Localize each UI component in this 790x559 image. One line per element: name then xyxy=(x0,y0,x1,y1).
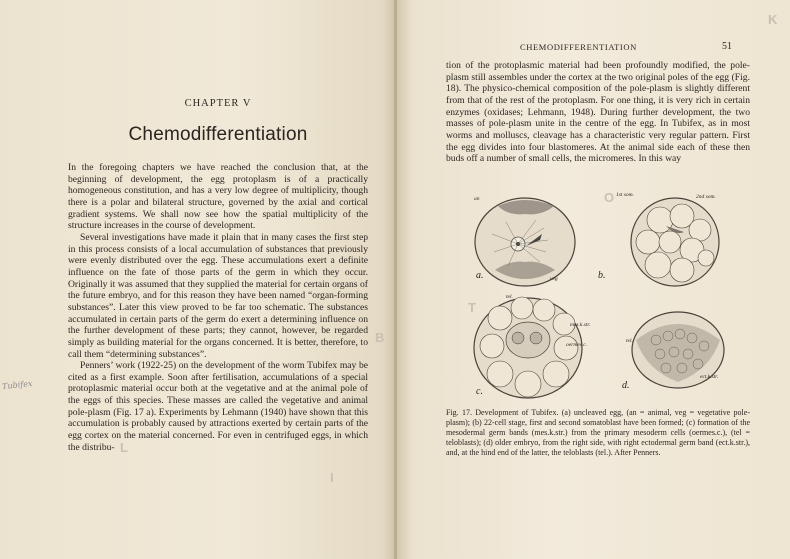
figure-label-a: a. xyxy=(476,270,484,281)
label-teloblasts-d: tel. xyxy=(626,338,633,344)
label-animal-pole: an xyxy=(474,196,480,202)
library-stamp-letter: T xyxy=(468,300,476,315)
left-body-text xyxy=(68,162,368,453)
library-stamp-letter: B xyxy=(375,330,385,345)
paragraph-1: In the foregoing chapters we have reached the conclusion that, at the beginning of development, the egg protoplasm is of a practically homogeneous constitution, and has a very low degree of multiplicity, though there is a polar and bilateral structure, governed by the axial and cortical gradient systems. We shall now see how the spatial multiplicity of the structure increases in the course of development. xyxy=(68,162,368,232)
paragraph-2: Several investigations have made it plain that in many cases the first step in this process consists of a local accumulation of substances that previously were evenly distributed over the egg. These accumulations exert a definite influence on the fate of those parts of the germ in which they occur. Originally it was assumed that they supplied the material for certain organs of the future embryo, and for this reason they have been named “organ-forming substances”. Later this view proved to be far too schematic. The substances accumulated in certain parts of the germ do exert a determining influence on the further development of these parts; they cannot, however, be regarded simply as building material for the organs concerned. It is better, therefore, to call them “determining substances”. xyxy=(68,231,368,360)
figure-a-uncleaved-egg xyxy=(475,198,575,286)
label-primary-mesoderm-cells: oermes.c. xyxy=(566,342,588,348)
library-stamp-letter: L xyxy=(120,440,128,455)
label-teloblasts-c: tel. xyxy=(506,294,513,300)
label-vegetative-pole: veg xyxy=(550,276,558,282)
figure-label-c: c. xyxy=(476,386,483,397)
paragraph-continued: tion of the protoplasmic material had been profoundly modified, the pole-plasm still assembles under the cortex at the two original poles of the egg (Fig. 18). The physico-chemical composition of the pole-plasm is slightly different from that of the rest of the protoplasm. For one thing, it is very rich in certain enzymes (oxidases; Lehmann, 1948). During further development, the two masses of pole-plasm unite in the centre of the egg. In Tubifex, as in most worms and molluscs, cleavage has a characteristic very regular pattern. First the egg divides into four blastomeres. At the animal side each of these then buds off a number of small cells, the micromeres. In this way xyxy=(446,60,750,165)
figure-caption: Fig. 17. Development of Tubifex. (a) uncleaved egg, (an = animal, veg = vegetative pole-plasm); (b) 22-cell stage, first and second somatoblast have been formed; (c) formation of the mesodermal germ bands (mes.k.str.) from the primary mesoderm cells (oermes.c.), (tel = teloblasts); (d) older embryo, from the right side, with right ectodermal germ band (ect.k.str.), and, at the hind end of the latter, the teloblasts (tel.). After Penners. xyxy=(446,408,750,458)
figure-17-tubifex-development xyxy=(470,190,730,404)
right-body-text xyxy=(446,60,750,165)
running-head: CHEMODIFFERENTIATION xyxy=(520,42,637,52)
chapter-label: CHAPTER V xyxy=(184,98,252,109)
label-first-somatoblast: 1st som. xyxy=(616,192,635,198)
library-stamp-letter: O xyxy=(604,190,615,205)
page-number: 51 xyxy=(722,41,732,52)
label-ectodermal-germ-band: ect.k.str. xyxy=(700,374,719,380)
library-stamp-letter: K xyxy=(768,12,778,27)
figure-label-b: b. xyxy=(598,270,606,281)
figure-b-22-cell-stage xyxy=(631,198,719,286)
label-second-somatoblast: 2nd som. xyxy=(696,194,716,200)
label-mesodermal-germ-band: mes.k.str. xyxy=(570,322,591,328)
handwritten-margin-note: Tubifex xyxy=(1,378,33,392)
library-stamp-letter: I xyxy=(330,470,334,485)
figure-label-d: d. xyxy=(622,380,630,391)
paragraph-3: Penners’ work (1922-25) on the development of the worm Tubifex may be cited as a first example. Soon after fertilisation, accumulations of a special protoplasmic material occur both at the vegetative and at the animal pole of the eggs of this species. These masses are called the vegetative and animal pole-plasm (Fig. 17 a). Experiments by Lehmann (1940) have shown that this accumulation is probably caused by attractions exerted by certain parts of the egg cortex on the material concerned. For even in centrifuged eggs, in which the distribu- xyxy=(68,360,368,453)
chapter-title: Chemodifferentiation xyxy=(128,124,308,145)
